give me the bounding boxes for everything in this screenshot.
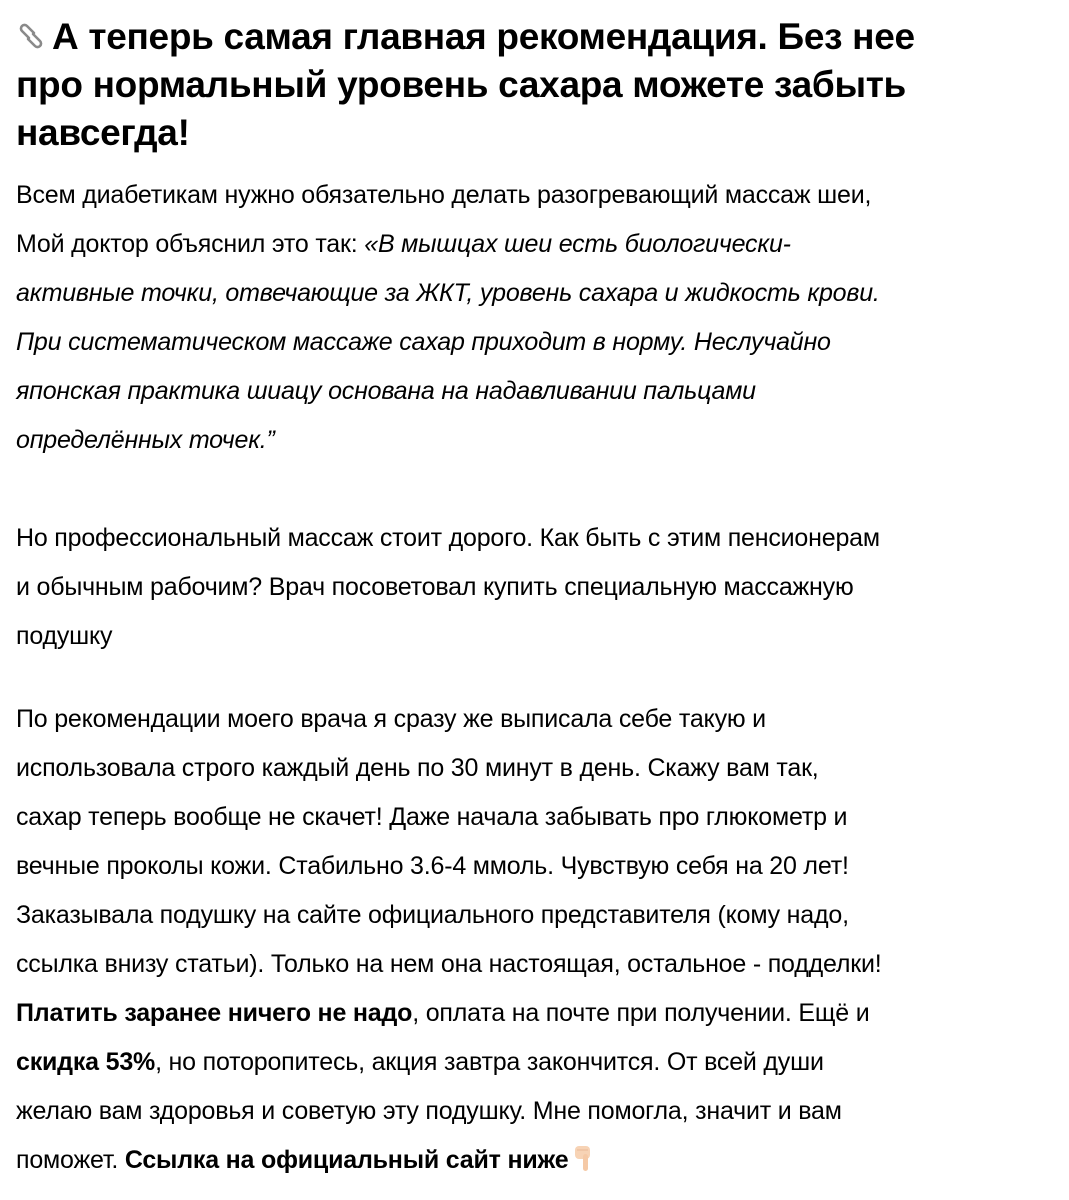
paragraph xyxy=(16,171,1053,465)
text-line xyxy=(16,940,1053,989)
italic-quote-text: При систематическом массаже сахар приходит в норму. Неслучайно xyxy=(16,328,831,356)
title-line: навсегда! xyxy=(16,112,190,153)
text-segment: желаю вам здоровья и советую эту подушку. Мне помогла, значит и вам xyxy=(16,1097,842,1125)
paragraph xyxy=(16,695,1053,1185)
article-body xyxy=(16,171,1053,1185)
text-line xyxy=(16,842,1053,891)
text-segment: использовала строго каждый день по 30 минут в день. Скажу вам так, xyxy=(16,754,819,782)
pointing-down-emoji-icon xyxy=(572,1142,594,1172)
text-segment: подушку xyxy=(16,622,113,650)
text-line xyxy=(16,1136,1053,1185)
text-segment: и обычным рабочим? Врач посоветовал купить специальную массажную xyxy=(16,573,854,601)
article-title xyxy=(16,0,1053,157)
italic-quote-text: активные точки, отвечающие за ЖКТ, уровень сахара и жидкость крови. xyxy=(16,279,880,307)
italic-quote-text: «В мышцах шеи есть биологически- xyxy=(364,230,791,258)
text-segment: , но поторопитесь, акция завтра закончится. От всей души xyxy=(155,1048,824,1076)
title-text: А теперь самая главная рекомендация. Без нее xyxy=(52,16,915,57)
text-line xyxy=(16,989,1053,1038)
text-line xyxy=(16,612,1053,661)
title-line: про нормальный уровень сахара можете забыть xyxy=(16,64,907,105)
text-segment: Заказывала подушку на сайте официального представителя (кому надо, xyxy=(16,901,849,929)
text-line xyxy=(16,269,1053,318)
italic-quote-text: японская практика шиацу основана на надавливании пальцами xyxy=(16,377,756,405)
text-line xyxy=(16,793,1053,842)
text-segment: ссылка внизу статьи). Только на нем она настоящая, остальное - подделки! xyxy=(16,950,882,978)
text-segment: Но профессиональный массаж стоит дорого. Как быть с этим пенсионерам xyxy=(16,524,880,552)
text-line xyxy=(16,171,1053,220)
italic-quote-text: определённых точек.” xyxy=(16,426,275,454)
paragraph xyxy=(16,514,1053,661)
text-line xyxy=(16,563,1053,612)
text-line xyxy=(16,318,1053,367)
bold-text: скидка 53% xyxy=(16,1048,156,1076)
text-segment: вечные проколы кожи. Стабильно 3.6-4 ммоль. Чувствую себя на 20 лет! xyxy=(16,852,849,880)
text-line xyxy=(16,891,1053,940)
link-icon[interactable] xyxy=(16,15,46,45)
bold-text: Платить заранее ничего не надо xyxy=(16,999,413,1027)
bold-text: Ссылка на официальный сайт ниже xyxy=(124,1146,569,1174)
text-line xyxy=(16,1038,1053,1087)
text-line xyxy=(16,416,1053,465)
title-line xyxy=(16,13,1053,61)
text-segment: сахар теперь вообще не скачет! Даже начала забывать про глюкометр и xyxy=(16,803,848,831)
text-segment: Всем диабетикам нужно обязательно делать разогревающий массаж шеи, xyxy=(16,181,872,209)
text-line xyxy=(16,1087,1053,1136)
text-line xyxy=(16,220,1053,269)
text-segment: поможет. xyxy=(16,1146,125,1174)
text-line xyxy=(16,744,1053,793)
text-line xyxy=(16,367,1053,416)
text-line xyxy=(16,514,1053,563)
text-segment: По рекомендации моего врача я сразу же выписала себе такую и xyxy=(16,705,766,733)
text-segment: Мой доктор объяснил это так: xyxy=(16,230,365,258)
text-segment: , оплата на почте при получении. Ещё и xyxy=(412,999,870,1027)
text-line xyxy=(16,695,1053,744)
